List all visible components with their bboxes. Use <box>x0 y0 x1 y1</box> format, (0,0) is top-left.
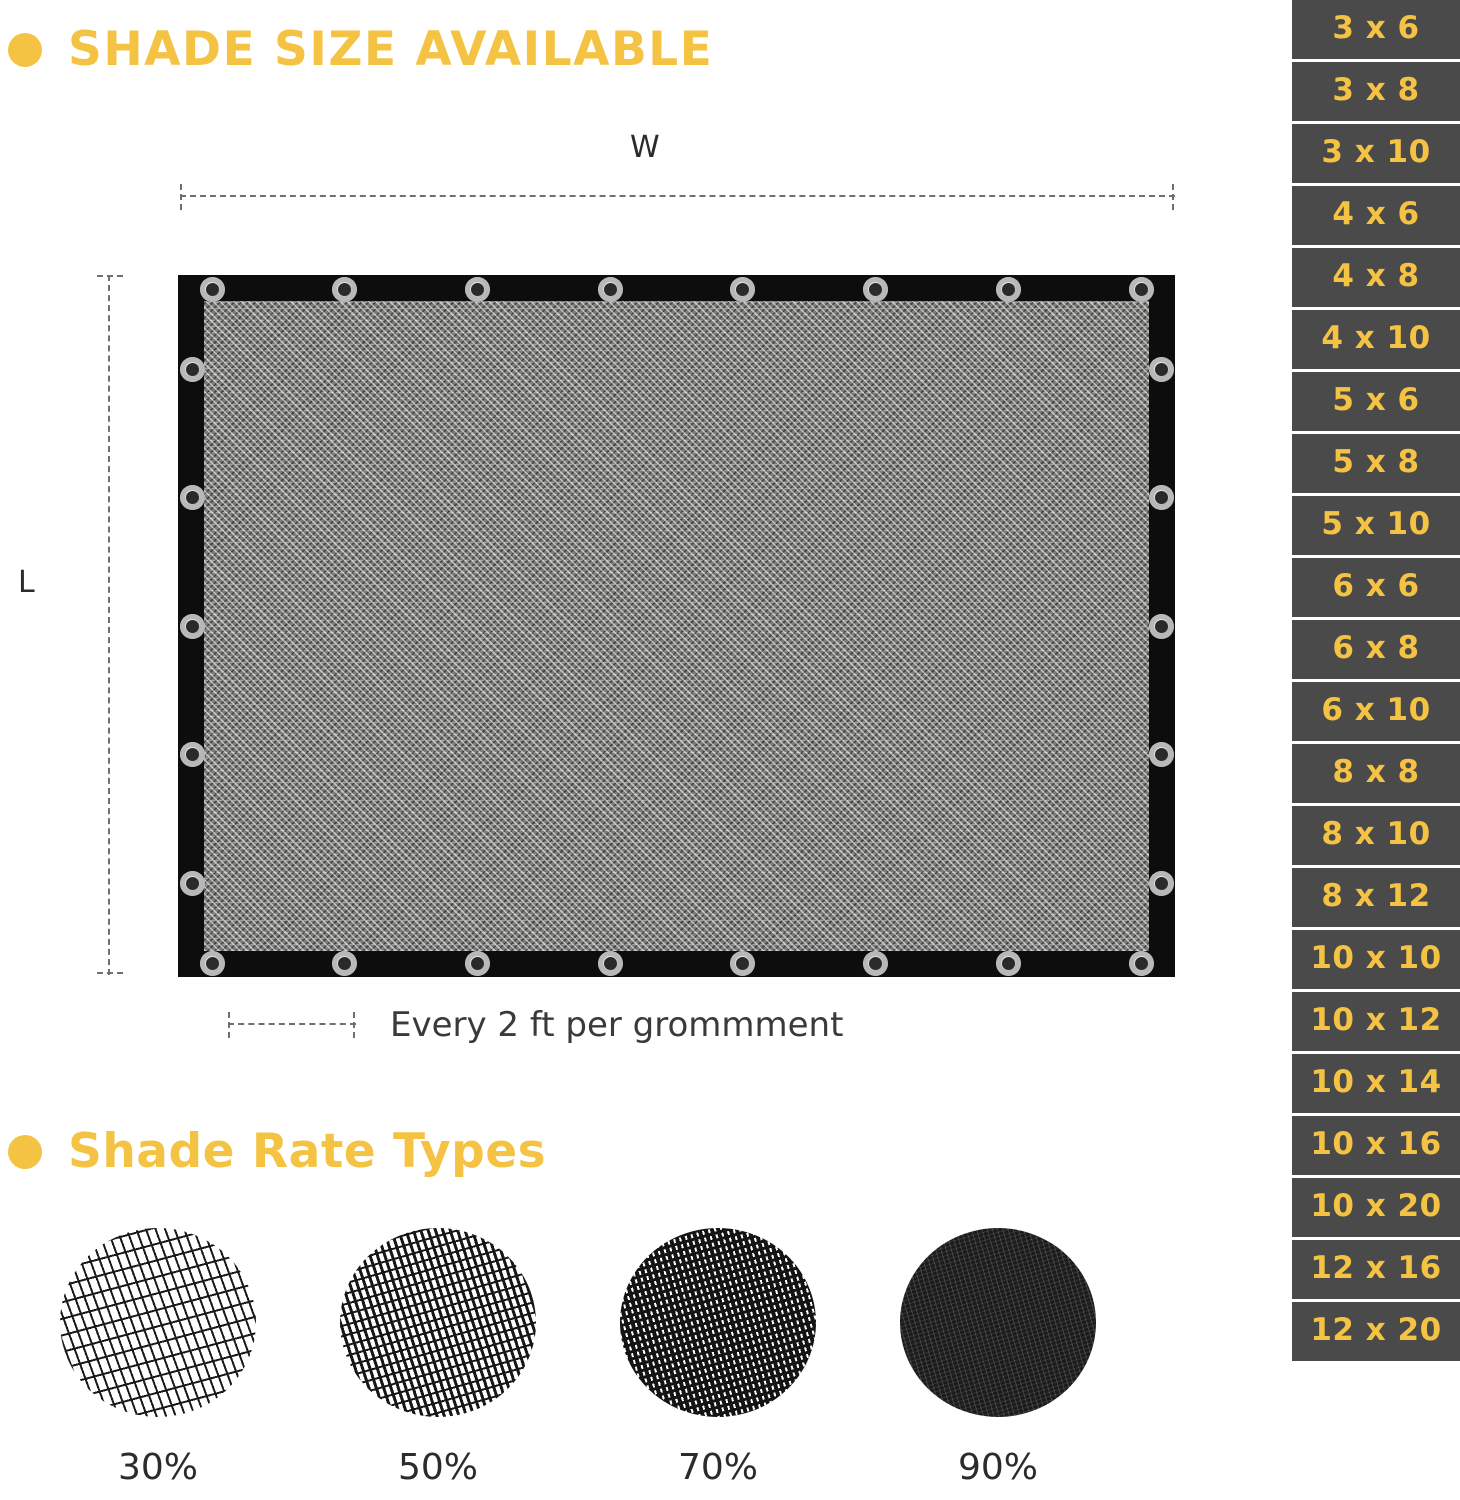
size-chip[interactable]: 5 x 6 <box>1292 372 1460 431</box>
length-dimension-line <box>108 275 111 975</box>
mesh-30-swatch-icon <box>60 1228 256 1417</box>
shade-rate-item <box>900 1228 1096 1488</box>
size-chip[interactable]: 10 x 16 <box>1292 1116 1460 1175</box>
bullet-icon <box>8 33 42 67</box>
grommet <box>730 277 755 302</box>
grommet <box>1149 871 1174 896</box>
shade-rate-heading <box>8 1124 546 1179</box>
shade-rate-label: 70% <box>677 1447 758 1488</box>
mesh-fabric <box>204 301 1149 951</box>
shade-rate-heading-text: Shade Rate Types <box>68 1124 547 1179</box>
shade-rate-label: 90% <box>957 1447 1038 1488</box>
size-chip[interactable]: 10 x 14 <box>1292 1054 1460 1113</box>
size-chip[interactable]: 8 x 10 <box>1292 806 1460 865</box>
grommet <box>863 277 888 302</box>
shade-rate-item <box>340 1228 536 1488</box>
grommet <box>1129 277 1154 302</box>
shade-size-heading-text: SHADE SIZE AVAILABLE <box>68 22 714 77</box>
grommet <box>465 277 490 302</box>
size-chip[interactable]: 4 x 6 <box>1292 186 1460 245</box>
size-chip[interactable]: 10 x 12 <box>1292 992 1460 1051</box>
mesh-70-swatch-icon <box>620 1228 816 1417</box>
size-chip[interactable]: 12 x 20 <box>1292 1302 1460 1361</box>
shade-rate-list <box>60 1228 1180 1488</box>
size-chip[interactable]: 12 x 16 <box>1292 1240 1460 1299</box>
width-dimension-line <box>180 195 1175 198</box>
size-chip[interactable]: 3 x 6 <box>1292 0 1460 59</box>
shade-size-heading <box>8 22 713 77</box>
length-label: L <box>18 565 35 600</box>
grommet-spacing-dimension-line <box>228 1023 356 1026</box>
grommet-spacing-note: Every 2 ft per grommment <box>390 1005 844 1045</box>
grommet <box>200 951 225 976</box>
grommet <box>200 277 225 302</box>
mesh-50-swatch-icon <box>340 1228 536 1417</box>
shade-rate-label: 30% <box>117 1447 198 1488</box>
grommet <box>465 951 490 976</box>
size-chip[interactable]: 6 x 10 <box>1292 682 1460 741</box>
size-chip[interactable]: 6 x 6 <box>1292 558 1460 617</box>
size-chip[interactable]: 8 x 8 <box>1292 744 1460 803</box>
grommet <box>332 951 357 976</box>
grommet <box>332 277 357 302</box>
size-chip[interactable]: 8 x 12 <box>1292 868 1460 927</box>
size-chip[interactable]: 3 x 8 <box>1292 62 1460 121</box>
size-chip[interactable]: 5 x 8 <box>1292 434 1460 493</box>
grommet <box>598 951 623 976</box>
grommet <box>1149 742 1174 767</box>
grommet <box>1149 357 1174 382</box>
grommet <box>180 871 205 896</box>
shade-rate-item <box>620 1228 816 1488</box>
grommet <box>730 951 755 976</box>
width-label: W <box>630 130 660 165</box>
size-chip[interactable]: 10 x 10 <box>1292 930 1460 989</box>
grommet <box>863 951 888 976</box>
available-sizes-list <box>1292 0 1460 1361</box>
mesh-90-swatch-icon <box>900 1228 1096 1417</box>
size-chip[interactable]: 3 x 10 <box>1292 124 1460 183</box>
size-chip[interactable]: 4 x 10 <box>1292 310 1460 369</box>
bullet-icon <box>8 1135 42 1169</box>
size-chip[interactable]: 10 x 20 <box>1292 1178 1460 1237</box>
grommet <box>180 485 205 510</box>
size-chip[interactable]: 5 x 10 <box>1292 496 1460 555</box>
grommet <box>1129 951 1154 976</box>
size-chip[interactable]: 4 x 8 <box>1292 248 1460 307</box>
grommet <box>180 357 205 382</box>
size-chip[interactable]: 6 x 8 <box>1292 620 1460 679</box>
grommet <box>996 277 1021 302</box>
shade-cloth-panel <box>178 275 1175 977</box>
grommet <box>996 951 1021 976</box>
shade-rate-item <box>60 1228 256 1488</box>
grommet <box>1149 485 1174 510</box>
shade-size-diagram <box>0 100 1270 1090</box>
shade-rate-label: 50% <box>397 1447 478 1488</box>
grommet <box>180 614 205 639</box>
grommet <box>598 277 623 302</box>
grommet <box>1149 614 1174 639</box>
grommet <box>180 742 205 767</box>
